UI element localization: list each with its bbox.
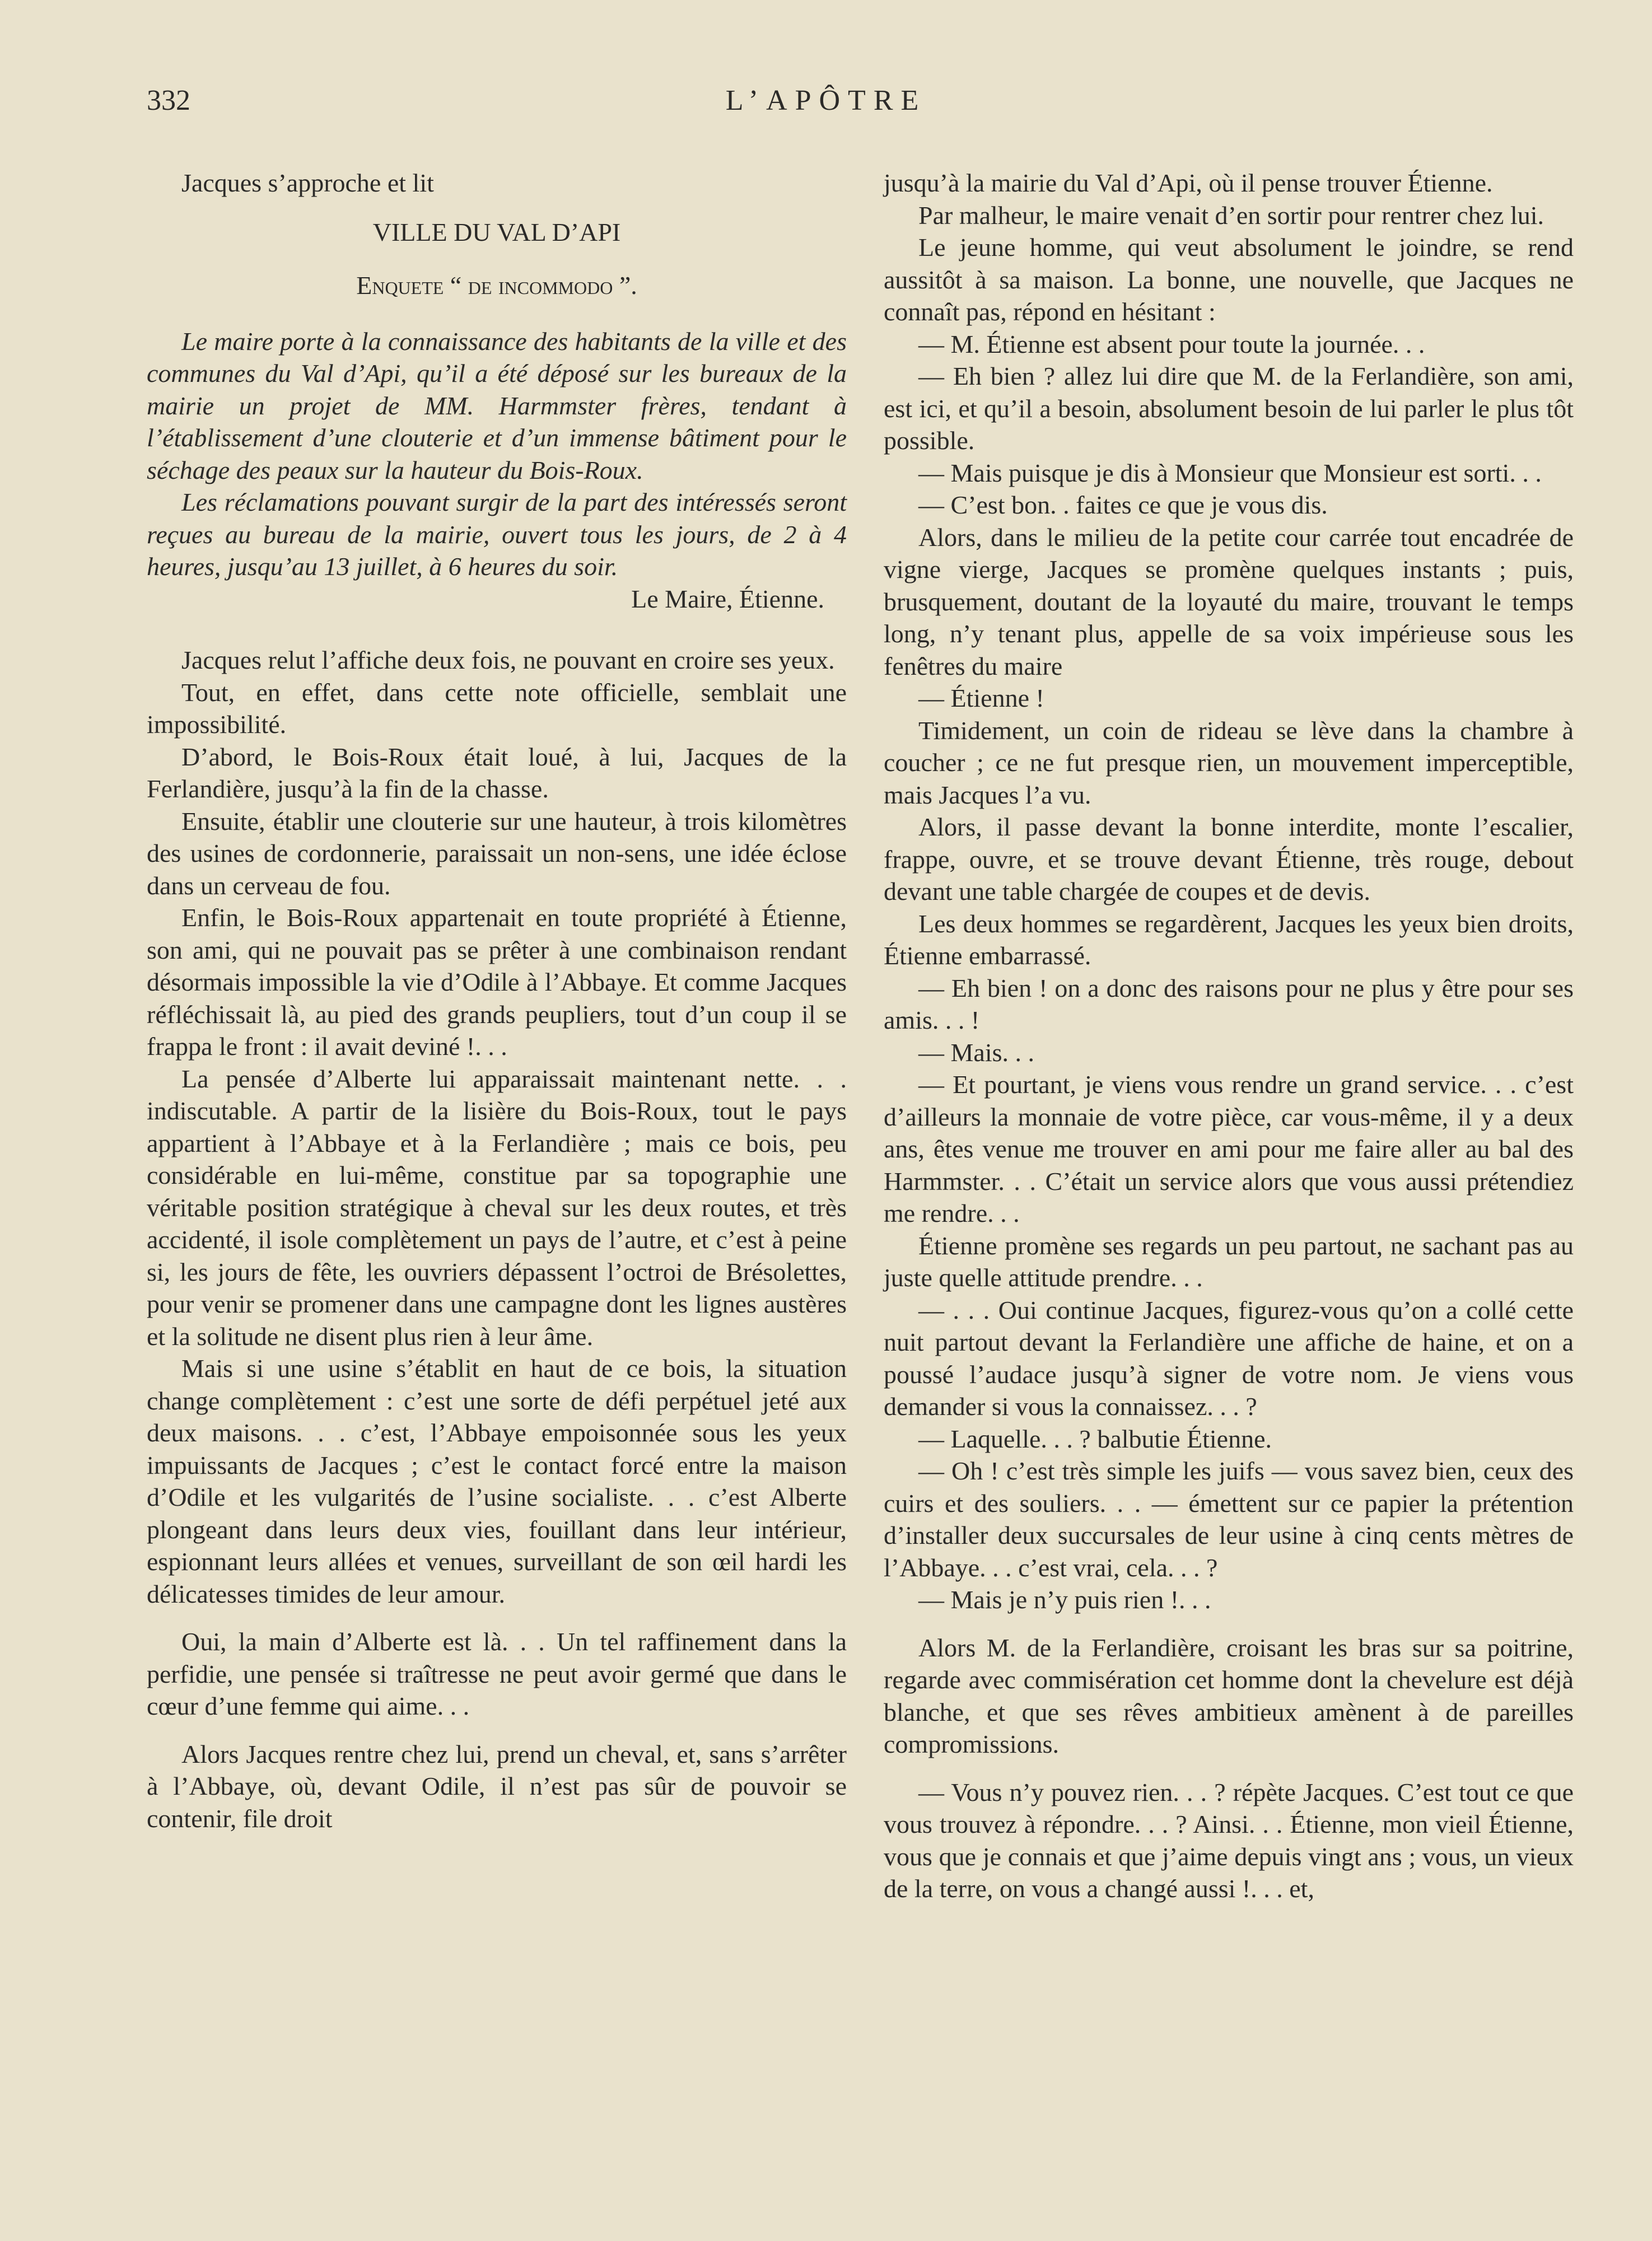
page-number: 332 <box>147 85 190 116</box>
dialogue-line: — Mais je n’y puis rien !. . . <box>918 1585 1211 1614</box>
paragraph: Le jeune homme, qui veut absolument le joindre, se rend aussitôt à sa maison. La bonne, une nouvelle, que Jacques ne connaît pas, répond en hésitant : <box>884 233 1574 326</box>
paragraph: Par malheur, le maire venait d’en sortir pour rentrer chez lui. <box>918 200 1544 230</box>
notice-paragraph: Le maire porte à la connaissance des habitants de la ville et des communes du Val d’Api, qu’il a été déposé sur les bureaux de la mairie un projet de MM. Harmmster frères, tendant à l’établissement d’une clouterie et d’un immense bâtiment pour le séchage des peaux sur la hauteur du Bois-Roux. <box>147 326 847 484</box>
paragraph: jusqu’à la mairie du Val d’Api, où il pense trouver Étienne. <box>884 169 1493 197</box>
paragraph: D’abord, le Bois-Roux était loué, à lui, Jacques de la Ferlandière, jusqu’à la fin de la chasse. <box>147 742 847 803</box>
paragraph: Jacques relut l’affiche deux fois, ne pouvant en croire ses yeux. <box>181 646 835 674</box>
dialogue-line: — Mais. . . <box>918 1038 1034 1067</box>
paragraph: Les deux hommes se regardèrent, Jacques les yeux bien droits, Étienne embarrassé. <box>884 909 1574 970</box>
page-header <box>147 84 1505 129</box>
paragraph: Enfin, le Bois-Roux appartenait en toute propriété à Étienne, son ami, qui ne pouvait pas se prêter à une combinaison rendant désormais impossible la vie d’Odile à l’Abbaye. Et comme Jacques réfléchissait là, au pied des grands peupliers, tout d’un coup il se frappa le front : il avait deviné !. . . <box>147 903 847 1061</box>
paragraph: Ensuite, établir une clouterie sur une hauteur, à trois kilomètres des usines de cordonnerie, paraissait un non-sens, une idée éclose dans un cerveau de fou. <box>147 806 847 900</box>
dialogue-line: — Étienne ! <box>918 684 1044 712</box>
notice-signature: Le Maire, Étienne. <box>631 584 824 613</box>
dialogue-line: — Mais puisque je dis à Monsieur que Monsieur est sorti. . . <box>918 458 1542 487</box>
paragraph: Alors, dans le milieu de la petite cour carrée tout encadrée de vigne vierge, Jacques se promène quelques instants ; puis, brusquement, doutant de la loyauté du maire, trouvant le temps long, n’y tenant plus, appelle de sa voix impérieuse sous les fenêtres du maire <box>884 522 1574 680</box>
paragraph: La pensée d’Alberte lui apparaissait maintenant nette. . . indiscutable. A partir de la lisière du Bois-Roux, tout le pays appartient à l’Abbaye et à la Ferlandière ; mais ce bois, peu considérable en lui-même, constitue par sa topographie une véritable position stratégique à cheval sur les deux routes, et très accidenté, il isole complètement un pays de l’autre, et c’est à peine si, les jours de fête, les ouvriers dépassent l’octroi de Brésolettes, pour venir se promener dans une campagne dont les lignes austères et la solitude ne disent plus rien à leur âme. <box>147 1064 847 1351</box>
running-title: L’APÔTRE <box>725 85 927 116</box>
paragraph: Jacques s’approche et lit <box>181 169 434 197</box>
dialogue-line: — C’est bon. . faites ce que je vous dis. <box>918 491 1328 519</box>
public-notice <box>147 216 847 615</box>
paragraph: Étienne promène ses regards un peu partout, ne sachant pas au juste quelle attitude prendre. . . <box>884 1231 1574 1292</box>
dialogue-line: — Eh bien ? allez lui dire que M. de la Ferlandière, son ami, est ici, et qu’il a besoin, absolument besoin de lui parler le plus tôt possible. <box>884 362 1574 455</box>
dialogue-line: — Vous n’y pouvez rien. . . ? répète Jacques. C’est tout ce que vous trouvez à répondre. . . ? Ainsi. . . Étienne, mon vieil Étienne, vous que je connais et que j’aime depuis vingt ans ; vous, un vieux de la terre, on vous a changé aussi !. . . et, <box>884 1777 1574 1903</box>
paragraph: Tout, en effet, dans cette note officielle, semblait une impossibilité. <box>147 678 847 739</box>
paragraph: Alors, il passe devant la bonne interdite, monte l’escalier, frappe, ouvre, et se trouve devant Étienne, très rouge, debout devant une table chargée de coupes et de devis. <box>884 813 1574 905</box>
paragraph: Alors Jacques rentre chez lui, prend un cheval, et, sans s’arrêter à l’Abbaye, où, devant Odile, il n’est pas sûr de pouvoir se contenir, file droit <box>147 1739 847 1833</box>
notice-subtitle: Enquete “ de incommodo ”. <box>356 271 637 300</box>
dialogue-line: — Laquelle. . . ? balbutie Étienne. <box>918 1424 1272 1453</box>
left-column <box>147 167 847 1834</box>
dialogue-line: — Eh bien ! on a donc des raisons pour ne plus y être pour ses amis. . . ! <box>884 973 1574 1034</box>
notice-paragraph: Les réclamations pouvant surgir de la part des intéressés seront reçues au bureau de la mairie, ouvert tous les jours, de 2 à 4 heures, jusqu’au 13 juillet, à 6 heures du soir. <box>147 488 847 581</box>
paragraph: Oui, la main d’Alberte est là. . . Un tel raffinement dans la perfidie, une pensée si traîtresse ne peut avoir germé que dans le cœur d’une femme qui aime. . . <box>147 1627 847 1720</box>
notice-title: VILLE DU VAL D’API <box>372 217 621 246</box>
paragraph: Mais si une usine s’établit en haut de ce bois, la situation change complètement : c’est une sorte de défi perpétuel jeté aux deux maisons. . . c’est, l’Abbaye empoisonnée sous les yeux impuissants de Jacques ; c’est le contact forcé entre la maison d’Odile et les vulgarités de l’usine socialiste. . . c’est Alberte plongeant dans leurs deux vies, fouillant dans leur intérieur, espionnant leurs allées et venues, surveillant de son œil hardi les délicatesses timides de leur amour. <box>147 1354 847 1608</box>
dialogue-line: — M. Étienne est absent pour toute la journée. . . <box>918 329 1425 358</box>
dialogue-line: — Oh ! c’est très simple les juifs — vous savez bien, ceux des cuirs et des souliers. . . — émettent sur ce papier la prétention d’installer deux succursales de leur usine à cinq cents mètres de l’Abbaye. . . c’est vrai, cela. . . ? <box>884 1456 1574 1582</box>
right-column <box>884 167 1574 1905</box>
dialogue-line: — Et pourtant, je viens vous rendre un grand service. . . c’est d’ailleurs la monnaie de votre pièce, car vous-même, il y a deux ans, êtes venue me trouver en ami pour me faire aller au bal des Harmmster. . . C’était un service alors que vous aussi prétendiez me rendre. . . <box>884 1070 1574 1227</box>
paragraph: Alors M. de la Ferlandière, croisant les bras sur sa poitrine, regarde avec commisération cet homme dont la chevelure est déjà blanche, et que ses rêves ambitieux amènent à de pareilles compromissions. <box>884 1633 1574 1758</box>
paragraph: Timidement, un coin de rideau se lève dans la chambre à coucher ; ce ne fut presque rien, un mouvement imperceptible, mais Jacques l’a vu. <box>884 716 1574 809</box>
dialogue-line: — . . . Oui continue Jacques, figurez-vous qu’on a collé cette nuit partout devant la Ferlandière une affiche de haine, et on a poussé l’audace jusqu’à signer de votre nom. Je viens vous demander si vous la connaissez. . . ? <box>884 1295 1574 1421</box>
